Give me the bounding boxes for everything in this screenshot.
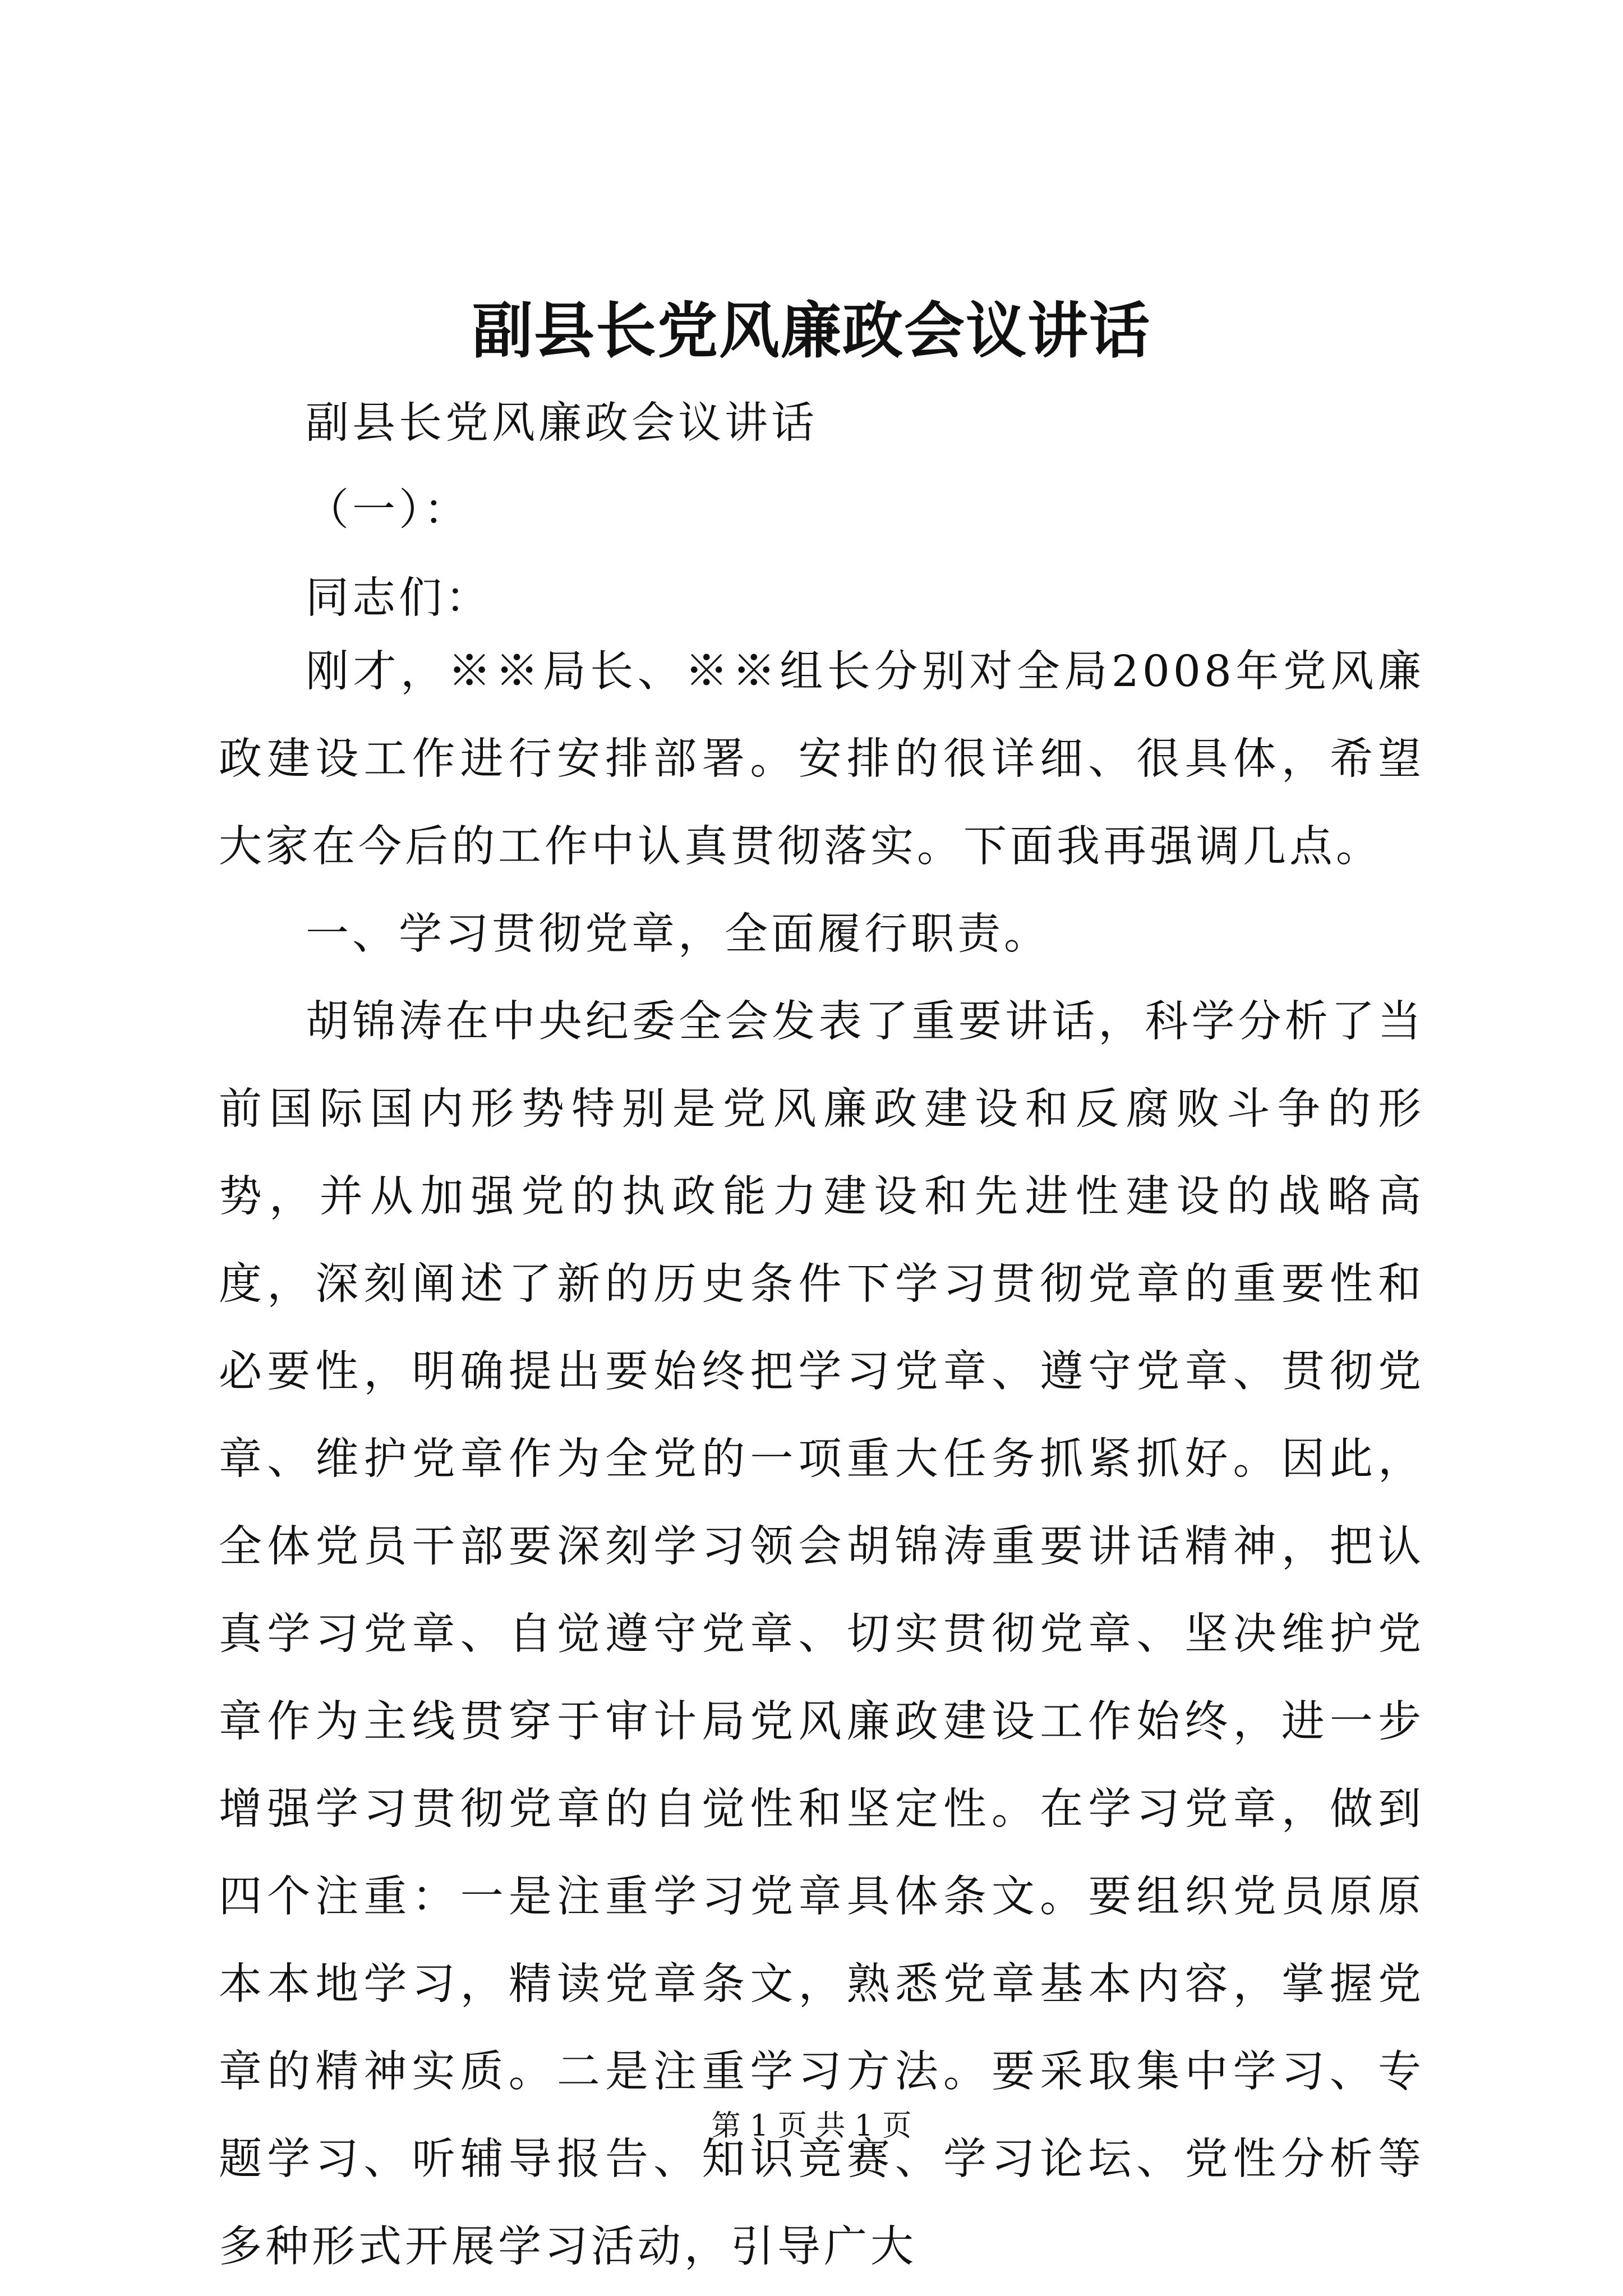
page-footer: 第 1 页 共 1 页 bbox=[711, 2109, 912, 2143]
section-heading: 一、学习贯彻党章，全面履行职责。 bbox=[306, 909, 1050, 959]
paragraph-intro: 刚才，※※局长、※※组长分别对全局2008年党风廉政建设工作进行安排部署。安排的很详细、很具体，希望大家在今后的工作中认真贯彻落实。下面我再强调几点。 bbox=[219, 647, 1424, 872]
salutation: 同志们： bbox=[306, 573, 492, 623]
document-subtitle: 副县长党风廉政会议讲话 bbox=[306, 398, 818, 448]
section-marker: （一）： bbox=[306, 485, 471, 535]
document-title: 副县长党风廉政会议讲话 bbox=[472, 296, 1151, 366]
paragraph-body: 胡锦涛在中央纪委全会发表了重要讲话，科学分析了当前国际国内形势特别是党风廉政建设和反腐败斗争的形势，并从加强党的执政能力建设和先进性建设的战略高度，深刻阐述了新的历史条件下学习贯彻党章的重要性和必要性，明确提出要始终把学习党章、遵守党章、贯彻党章、维护党章作为全党的一项重大任务抓紧抓好。因此，全体党员干部要深刻学习领会胡锦涛重要讲话精神，把认真学习党章、自觉遵守党章、切实贯彻党章、坚决维护党章作为主线贯穿于审计局党风廉政建设工作始终，进一步增强学习贯彻党章的自觉性和坚定性。在学习党章，做到四个注重：一是注重学习党章具体条文。要组织党员原原本本地学习，精读党章条文，熟悉党章基本内容，掌握党章的精神实质。二是注重学习方法。要采取集中学习、专题学习、听辅导报告、知识竞赛、学习论坛、党性分析等多种形式开展学习活动，引导广大 bbox=[219, 997, 1424, 2272]
